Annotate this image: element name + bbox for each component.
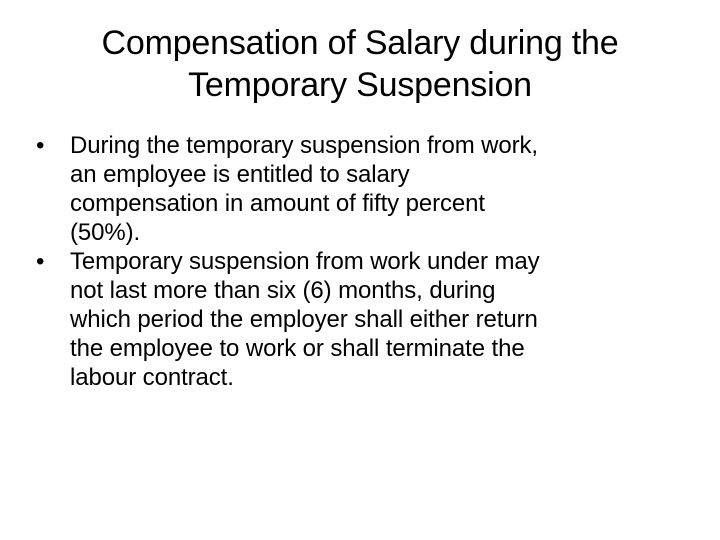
bullet-line: During the temporary suspension from work,	[70, 132, 538, 159]
bullet-item	[36, 131, 676, 247]
bullet-line: labour contract.	[70, 364, 234, 391]
bullet-text	[70, 131, 676, 247]
bullet-line: Temporary suspension from work under may	[70, 248, 540, 275]
bullet-line: not last more than six (6) months, during	[70, 277, 496, 304]
bullet-line: (50%).	[70, 219, 141, 246]
bullet-text	[70, 247, 676, 392]
slide-title-line: Temporary Suspension	[188, 66, 532, 104]
bullet-item	[36, 247, 676, 392]
slide-title-line: Compensation of Salary during the	[101, 24, 619, 62]
bullet-line: the employee to work or shall terminate the	[70, 335, 525, 362]
bullet-line: which period the employer shall either return	[70, 306, 538, 333]
bullet-list	[36, 131, 676, 392]
bullet-marker: •	[36, 248, 45, 275]
bullet-marker: •	[36, 132, 45, 159]
slide-title	[40, 22, 680, 106]
bullet-line: an employee is entitled to salary	[70, 161, 410, 188]
bullet-line: compensation in amount of fifty percent	[70, 190, 485, 217]
